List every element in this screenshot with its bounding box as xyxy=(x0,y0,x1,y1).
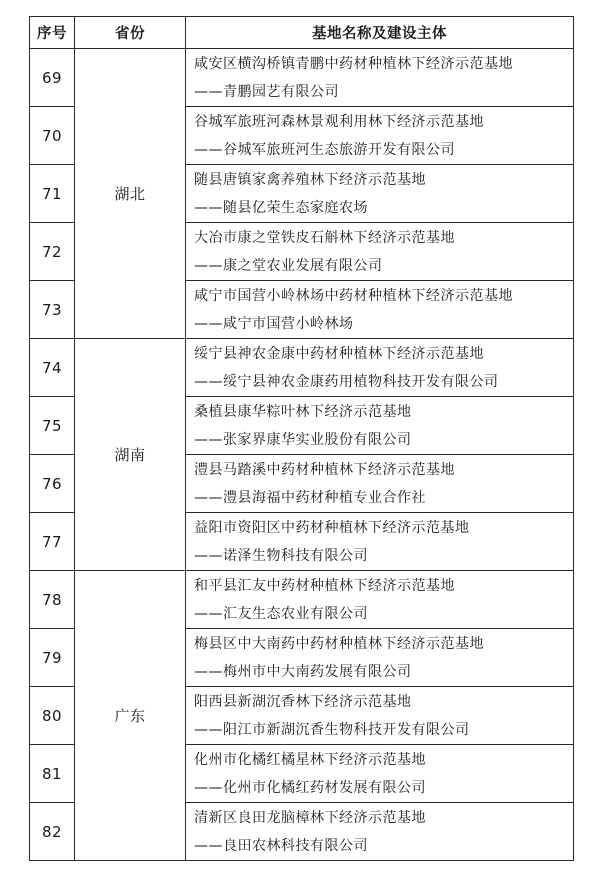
base-name: 和平县汇友中药材种植林下经济示范基地 xyxy=(194,577,455,594)
base-name: 梅县区中大南药中药材种植林下经济示范基地 xyxy=(194,635,484,652)
base-name: 清新区良田龙脑樟林下经济示范基地 xyxy=(194,809,426,826)
base-owner: ——张家界康华实业股份有限公司 xyxy=(194,431,412,448)
base-owner: ——汇友生态农业有限公司 xyxy=(194,605,368,622)
base-owner: ——梅州市中大南药发展有限公司 xyxy=(194,663,412,680)
province-cell: 湖北 xyxy=(75,49,186,339)
base-name: 随县唐镇家禽养殖林下经济示范基地 xyxy=(194,171,426,188)
base-name: 咸安区横沟桥镇青鹏中药材种植林下经济示范基地 xyxy=(194,55,513,72)
row-seq: 80 xyxy=(30,687,75,745)
row-seq: 69 xyxy=(30,49,75,107)
header-base: 基地名称及建设主体 xyxy=(186,17,574,49)
base-owner: ——随县亿荣生态家庭农场 xyxy=(194,199,368,216)
row-seq: 77 xyxy=(30,513,75,571)
table-header-row xyxy=(30,17,574,49)
base-name: 澧县马踏溪中药材种植林下经济示范基地 xyxy=(194,461,455,478)
province-cell: 湖南 xyxy=(75,339,186,571)
base-cell xyxy=(186,49,574,107)
row-seq: 81 xyxy=(30,745,75,803)
base-cell xyxy=(186,571,574,629)
base-owner: ——澧县海福中药材种植专业合作社 xyxy=(194,489,426,506)
province-cell: 广东 xyxy=(75,571,186,861)
table-body xyxy=(30,49,574,861)
base-name: 桑植县康华粽叶林下经济示范基地 xyxy=(194,403,412,420)
base-owner: ——咸宁市国营小岭林场 xyxy=(194,315,354,332)
row-seq: 79 xyxy=(30,629,75,687)
base-owner: ——阳江市新湖沉香生物科技开发有限公司 xyxy=(194,721,470,738)
row-seq: 74 xyxy=(30,339,75,397)
header-province: 省份 xyxy=(75,17,186,49)
base-owner: ——谷城军旅班河生态旅游开发有限公司 xyxy=(194,141,455,158)
base-cell xyxy=(186,223,574,281)
demo-base-table xyxy=(29,16,574,861)
row-seq: 78 xyxy=(30,571,75,629)
base-owner: ——青鹏园艺有限公司 xyxy=(194,83,339,100)
base-cell xyxy=(186,629,574,687)
base-cell xyxy=(186,281,574,339)
table-row xyxy=(30,571,574,629)
table-row xyxy=(30,339,574,397)
row-seq: 73 xyxy=(30,281,75,339)
base-name: 益阳市资阳区中药材种植林下经济示范基地 xyxy=(194,519,470,536)
table-row xyxy=(30,49,574,107)
base-cell xyxy=(186,339,574,397)
base-owner: ——良田农林科技有限公司 xyxy=(194,837,368,854)
base-cell xyxy=(186,513,574,571)
row-seq: 70 xyxy=(30,107,75,165)
row-seq: 76 xyxy=(30,455,75,513)
base-name: 大冶市康之堂铁皮石斛林下经济示范基地 xyxy=(194,229,455,246)
row-seq: 72 xyxy=(30,223,75,281)
row-seq: 75 xyxy=(30,397,75,455)
base-name: 咸宁市国营小岭林场中药材种植林下经济示范基地 xyxy=(194,287,513,304)
base-owner: ——化州市化橘红药材发展有限公司 xyxy=(194,779,426,796)
base-name: 绥宁县神农金康中药材种植林下经济示范基地 xyxy=(194,345,484,362)
row-seq: 71 xyxy=(30,165,75,223)
base-cell xyxy=(186,455,574,513)
base-name: 谷城军旅班河森林景观利用林下经济示范基地 xyxy=(194,113,484,130)
base-name: 阳西县新湖沉香林下经济示范基地 xyxy=(194,693,412,710)
base-cell xyxy=(186,165,574,223)
row-seq: 82 xyxy=(30,803,75,861)
base-owner: ——康之堂农业发展有限公司 xyxy=(194,257,383,274)
header-seq: 序号 xyxy=(30,17,75,49)
base-cell xyxy=(186,397,574,455)
base-cell xyxy=(186,687,574,745)
base-owner: ——诺泽生物科技有限公司 xyxy=(194,547,368,564)
base-cell xyxy=(186,803,574,861)
base-owner: ——绥宁县神农金康药用植物科技开发有限公司 xyxy=(194,373,499,390)
base-cell xyxy=(186,107,574,165)
base-cell xyxy=(186,745,574,803)
base-name: 化州市化橘红橘星林下经济示范基地 xyxy=(194,751,426,768)
